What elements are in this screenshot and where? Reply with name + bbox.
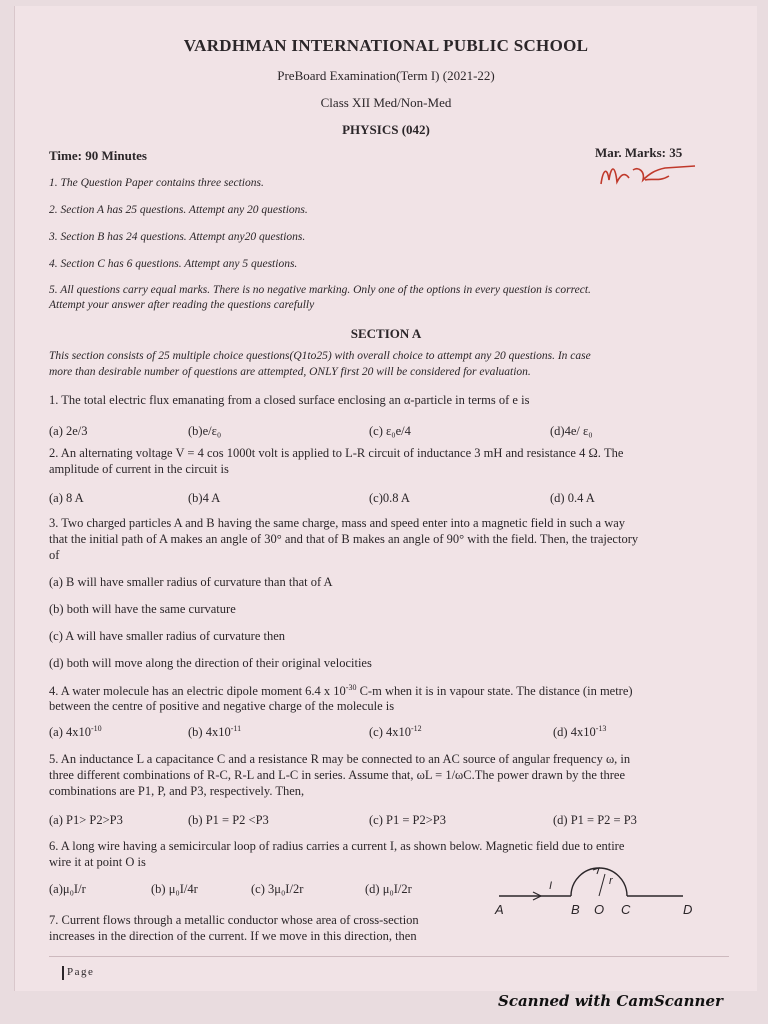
- question-1: 1. The total electric flux emanating from a closed surface enclosing an α-particle in terms of e is: [49, 393, 530, 407]
- instruction-5: 5. All questions carry equal marks. There is no negative marking. Only one of the options in every question is correct.: [49, 284, 591, 296]
- q2-option-a: (a) 8 A: [49, 491, 84, 505]
- q4-option-b: (b) $4x10^{-11}$: [188, 724, 242, 740]
- q5-option-a: (a) P1> P2>P3: [49, 813, 123, 827]
- subject-title: PHYSICS (042): [342, 122, 430, 137]
- exam-paper: [14, 6, 757, 991]
- q3-option-b: (b) both will have the same curvature: [49, 602, 236, 616]
- q2-option-d: (d) 0.4 A: [550, 491, 595, 505]
- q5-option-c: (c) P1 = P2>P3: [369, 813, 446, 827]
- q5-option-b: (b) P1 = P2 <P3: [188, 813, 269, 827]
- class-title: Class XII Med/Non-Med: [320, 95, 452, 110]
- footer-divider: [49, 956, 729, 957]
- section-title: SECTION A: [350, 326, 422, 341]
- q1-option-d: (d)4e/ ε₀: [550, 424, 593, 438]
- fig-label-a: A: [495, 902, 504, 917]
- fig-label-d: D: [683, 902, 693, 917]
- q2-option-c: (c)0.8 A: [369, 491, 410, 505]
- q3-option-c: (c) A will have smaller radius of curvature then: [49, 629, 286, 643]
- q5-option-d: (d) P1 = P2 = P3: [553, 813, 637, 827]
- max-marks-label: Mar. Marks: 35: [595, 145, 683, 160]
- question-7-line1: 7. Current flows through a metallic conductor whose area of cross-section: [49, 913, 419, 927]
- question-2-line2: amplitude of current in the circuit is: [49, 462, 229, 476]
- q3-option-a: (a) B will have smaller radius of curvature than that of A: [49, 575, 333, 589]
- fig-label-c: C: [621, 902, 631, 917]
- q6-option-a: (a)μ₀I/r: [49, 882, 86, 896]
- question-3-line2: that the initial path of A makes an angle of 30° and that of B makes an angle of 90° with the field. Then, the trajectory: [49, 532, 639, 546]
- q3-option-d: (d) both will move along the direction of their original velocities: [49, 656, 372, 670]
- section-intro-line1: This section consists of 25 multiple choice questions(Q1to25) with overall choice to attempt any 20 questions. In case: [49, 350, 591, 362]
- q4-option-c: (c) $4x10^{-12}$: [369, 724, 422, 740]
- instruction-2: 2. Section A has 25 questions. Attempt any 20 questions.: [49, 204, 308, 216]
- question-6-line2: wire it at point O is: [49, 855, 146, 869]
- instruction-3: 3. Section B has 24 questions. Attempt any20 questions.: [49, 231, 306, 243]
- question-7-line2: increases in the direction of the current. If we move in this direction, then: [49, 929, 417, 943]
- semicircle-wire-diagram: [493, 856, 713, 918]
- fig-label-current: I: [549, 880, 553, 892]
- question-4-line1: 4. A water molecule has an electric dipole moment 6.4 x $10^{-30}$ C-m when it is in vapour state. The distance (in metre): [49, 683, 633, 699]
- instruction-4: 4. Section C has 6 questions. Attempt any 5 questions.: [49, 258, 298, 270]
- q1-option-b: (b)e/ε₀: [188, 424, 222, 438]
- page-marker-bar: [62, 966, 64, 980]
- fig-label-b: B: [571, 902, 580, 917]
- section-intro-line2: more than desirable number of questions are attempted, ONLY first 20 will be considered for evaluation.: [49, 366, 531, 378]
- signature-mark: [595, 156, 705, 198]
- q2-option-b: (b)4 A: [188, 491, 221, 505]
- instruction-6: Attempt your answer after reading the questions carefully: [49, 299, 315, 311]
- question-5-line1: 5. An inductance L a capacitance C and a resistance R may be connected to an AC source of angular frequency ω, in: [49, 752, 631, 766]
- question-4-line2: between the centre of positive and negative charge of the molecule is: [49, 699, 395, 713]
- page-footer: Page: [67, 966, 95, 978]
- fig-label-radius: r: [609, 875, 613, 887]
- scanner-watermark: Scanned with CamScanner: [498, 992, 723, 1010]
- q1-option-a: (a) 2e/3: [49, 424, 88, 438]
- question-6-line1: 6. A long wire having a semicircular loop of radius carries a current I, as shown below. Magnetic field due to entire: [49, 839, 625, 853]
- fig-label-o: O: [594, 902, 605, 917]
- q4-option-d: (d) $4x10^{-13}$: [553, 724, 607, 740]
- q6-option-b: (b) μ₀I/4r: [151, 882, 198, 896]
- instruction-1: 1. The Question Paper contains three sections.: [49, 177, 264, 189]
- time-label: Time: 90 Minutes: [49, 148, 147, 163]
- exam-title: PreBoard Examination(Term I) (2021-22): [277, 68, 495, 83]
- q6-option-c: (c) 3μ₀I/2r: [251, 882, 304, 896]
- question-5-line3: combinations are P1, P, and P3, respectively. Then,: [49, 784, 305, 798]
- question-2-line1: 2. An alternating voltage V = 4 cos 1000t volt is applied to L-R circuit of inductance 3 mH and resistance 4 Ω. The: [49, 446, 624, 460]
- q6-option-d: (d) μ₀I/2r: [365, 882, 412, 896]
- question-5-line2: three different combinations of R-C, R-L and L-C in series. Assume that, ωL = 1/ωC.The power drawn by the three: [49, 768, 626, 782]
- question-3-line3: of: [49, 548, 60, 562]
- q4-option-a: (a) $4x10^{-10}$: [49, 724, 102, 740]
- school-name: VARDHMAN INTERNATIONAL PUBLIC SCHOOL: [183, 36, 589, 55]
- q1-option-c: (c) ε₀e/4: [369, 424, 411, 438]
- question-3-line1: 3. Two charged particles A and B having the same charge, mass and speed enter into a magnetic field in such a way: [49, 516, 626, 530]
